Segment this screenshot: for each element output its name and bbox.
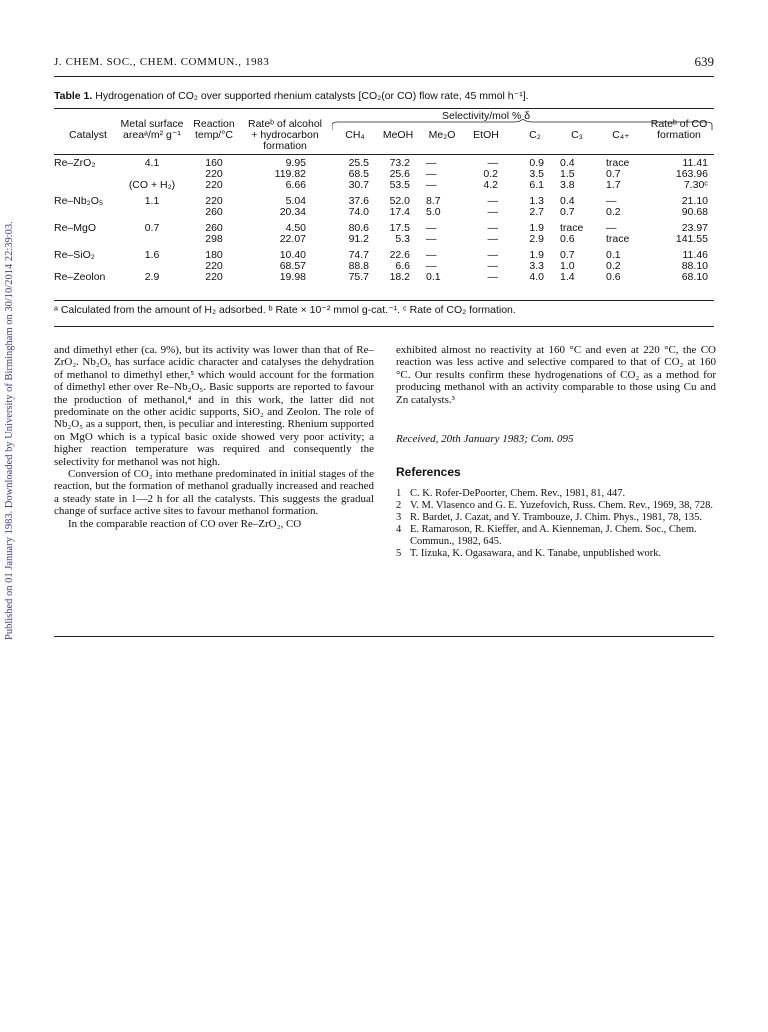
reference-item <box>396 548 716 560</box>
col-header-meoh: MeOH <box>382 129 414 141</box>
table-cell-etoh: — <box>487 222 498 234</box>
table-cell-c3: 1.4 <box>560 271 575 283</box>
table-cell-c2: 1.9 <box>529 222 544 234</box>
col-header-co-1: Rateᵇ of CO <box>650 118 708 130</box>
table-cell-c2: 1.3 <box>529 195 544 207</box>
data-table <box>54 108 714 323</box>
table-cell-temp: 220 <box>205 260 223 272</box>
table-cell-meoh: 18.2 <box>389 271 410 283</box>
table-cell-etoh: — <box>487 249 498 261</box>
table-cell-c4: 0.2 <box>606 260 621 272</box>
reference-number: 3 <box>396 512 402 523</box>
table-cell-me2o: — <box>426 222 437 234</box>
table-cell-etoh: 0.2 <box>483 168 498 180</box>
table-cell-catalyst: Re–Zeolon <box>54 271 106 283</box>
table-cell-c4: 0.6 <box>606 271 621 283</box>
table-cell-ch4: 91.2 <box>348 233 369 245</box>
table-cell-rate: 6.66 <box>285 179 306 191</box>
table-cell-me2o: 0.1 <box>426 271 441 283</box>
download-side-note <box>4 170 18 640</box>
table-cell-rate: 20.34 <box>279 206 306 218</box>
table-cell-co: 141.55 <box>675 233 708 245</box>
table-cell-temp: 220 <box>205 271 223 283</box>
table-cell-me2o: — <box>426 233 437 245</box>
table-cell-etoh: — <box>487 233 498 245</box>
table-cell-c2: 0.9 <box>529 157 544 169</box>
table-cell-c2: 3.5 <box>529 168 544 180</box>
table-caption <box>54 90 714 102</box>
col-header-rate-1: Rateᵇ of alcohol <box>247 118 322 130</box>
table-cell-rate: 4.50 <box>285 222 306 234</box>
table-cell-me2o: — <box>426 249 437 261</box>
table-cell-c2: 3.3 <box>529 260 544 272</box>
table-cell-meoh: 6.6 <box>395 260 410 272</box>
table-cell-rate: 10.40 <box>279 249 306 261</box>
table-cell-ch4: 74.0 <box>348 206 369 218</box>
table-cell-c3: trace <box>560 222 584 234</box>
reference-text: V. M. Vlasenco and G. E. Yuzefovich, Russ. Chem. Rev., 1969, 38, 728. <box>410 500 714 511</box>
table-cell-c3: 0.6 <box>560 233 575 245</box>
table-cell-co: 11.41 <box>682 157 708 169</box>
table-cell-meoh: 17.5 <box>389 222 410 234</box>
reference-number: 4 <box>396 524 402 535</box>
table-cell-c4: trace <box>606 157 630 169</box>
table-cell-co: 68.10 <box>681 271 708 283</box>
selectivity-header: Selectivity/mol % δ <box>442 110 531 122</box>
table-cell-me2o: 8.7 <box>426 195 441 207</box>
table-cell-c4: trace <box>606 233 630 245</box>
table-cell-me2o: — <box>426 168 437 180</box>
table-cell-c4: 0.1 <box>606 249 621 261</box>
table-cell-area: (CO + H₂) <box>128 179 176 191</box>
table-cell-area: 0.7 <box>144 222 160 234</box>
col-header-c4: C₄₊ <box>612 129 630 141</box>
journal-citation: J. CHEM. SOC., CHEM. COMMUN., 1983 <box>54 56 270 68</box>
table-cell-c3: 0.7 <box>560 249 575 261</box>
table-cell-c2: 2.9 <box>529 233 544 245</box>
col-header-catalyst: Catalyst <box>69 129 107 141</box>
page-header <box>54 54 714 74</box>
table-cell-temp: 180 <box>205 249 223 261</box>
table-cell-me2o: — <box>426 260 437 272</box>
table-cell-ch4: 75.7 <box>348 271 369 283</box>
reference-text: E. Ramaroson, R. Kieffer, and A. Kienneman, J. Chem. Soc., Chem. Commun., 1982, 645. <box>410 524 697 547</box>
left-paragraph-1: and dimethyl ether (ca. 9%), but its activity was lower than that of Re–ZrO₂. Nb₂O₅ has surface acidic character and catalyses the dehydration of methanol to dimethyl ether,⁵ which would account for the formation of dimethyl ether over Re–Nb₂O₅. Basic supports are reported to favour the production of methanol,⁴ and in this work, the latter did not predominate on the other acidic supports, SiO₂ and Zeolon. The role of Nb₂O₅ as a support, then, is peculiar and interesting. Rhenium supported on MgO which is a typical basic oxide showed very poor activity; a higher reaction temperature was required and consequently the selectivity for methanol was not high. <box>54 344 374 468</box>
table-cell-etoh: — <box>487 157 498 169</box>
references-list <box>396 488 716 560</box>
table-cell-rate: 68.57 <box>279 260 306 272</box>
left-paragraph-2: Conversion of CO₂ into methane predominated in initial stages of the reaction, but the formation of methanol gradually increased and reached a steady state in 1—2 h for all the catalysts. This suggests the gradual change of surface active sites to favour methanol formation. <box>54 468 374 518</box>
side-note-text: Published on 01 January 1983. Downloaded by University of Birmingham on 30/10/2014 22:39:03. <box>4 221 15 640</box>
table-header-rule <box>54 154 714 155</box>
col-header-temp-1: Reaction <box>193 118 235 130</box>
reference-item <box>396 512 716 524</box>
references-title: References <box>396 465 461 479</box>
table-caption-text: Hydrogenation of CO₂ over supported rhenium catalysts [CO₂(or CO) flow rate, 45 mmol h⁻¹]. <box>95 90 529 102</box>
received-date: Received, 20th January 1983; Com. 095 <box>396 433 574 445</box>
table-cell-ch4: 74.7 <box>348 249 369 261</box>
table-cell-rate: 22.07 <box>279 233 306 245</box>
col-header-area-1: Metal surface <box>120 118 184 130</box>
table-cell-co: 21.10 <box>681 195 708 207</box>
table-cell-temp: 220 <box>205 179 223 191</box>
bottom-rule <box>54 636 714 637</box>
table-cell-c3: 0.4 <box>560 195 575 207</box>
table-cell-etoh: — <box>487 206 498 218</box>
table-cell-area: 1.6 <box>144 249 160 261</box>
left-column <box>54 344 374 530</box>
table-cell-temp: 220 <box>205 195 223 207</box>
table-cell-co: 11.46 <box>682 249 708 261</box>
table-cell-c3: 0.7 <box>560 206 575 218</box>
table-cell-c4: — <box>606 222 617 234</box>
table-cell-rate: 5.04 <box>285 195 306 207</box>
table-cell-ch4: 30.7 <box>348 179 369 191</box>
table-cell-c4: 0.7 <box>606 168 621 180</box>
table-cell-meoh: 17.4 <box>389 206 410 218</box>
table-cell-area: 4.1 <box>144 157 160 169</box>
left-paragraph-3: In the comparable reaction of CO over Re–ZrO₂, CO <box>68 517 302 530</box>
reference-item <box>396 500 716 512</box>
table-cell-area: 1.1 <box>144 195 160 207</box>
table-cell-c2: 4.0 <box>529 271 544 283</box>
table-cell-me2o: — <box>426 179 437 191</box>
table-cell-etoh: — <box>487 195 498 207</box>
col-header-area-2: areaᵃ/m² g⁻¹ <box>123 129 181 141</box>
col-header-temp-2: temp/°C <box>194 129 234 141</box>
table-cell-c2: 1.9 <box>529 249 544 261</box>
table-cell-meoh: 5.3 <box>395 233 410 245</box>
table-cell-ch4: 80.6 <box>348 222 369 234</box>
table-cell-c4: 1.7 <box>606 179 621 191</box>
table-cell-catalyst: Re–Nb₂O₅ <box>54 195 104 207</box>
table-cell-c3: 0.4 <box>560 157 575 169</box>
table-cell-c3: 1.0 <box>560 260 575 272</box>
table-cell-meoh: 53.5 <box>389 179 410 191</box>
table-cell-catalyst: Re–MgO <box>54 222 97 234</box>
table-cell-c2: 6.1 <box>529 179 544 191</box>
col-header-ch4: CH₄ <box>345 129 365 141</box>
reference-text: T. Iizuka, K. Ogasawara, and K. Tanabe, unpublished work. <box>410 548 662 559</box>
table-cell-rate: 9.95 <box>285 157 306 169</box>
table-cell-temp: 298 <box>205 233 223 245</box>
table-cell-ch4: 37.6 <box>348 195 369 207</box>
col-header-co-2: formation <box>657 129 701 141</box>
reference-number: 1 <box>396 488 402 499</box>
col-header-c3: C₃ <box>571 129 583 141</box>
col-header-rate-3: formation <box>263 140 307 152</box>
table-cell-me2o: — <box>426 157 437 169</box>
table-cell-me2o: 5.0 <box>426 206 441 218</box>
right-column <box>396 344 716 406</box>
table-cell-temp: 260 <box>205 222 223 234</box>
table-cell-rate: 19.98 <box>279 271 306 283</box>
reference-text: C. K. Rofer-DePoorter, Chem. Rev., 1981, 81, 447. <box>410 488 626 499</box>
table-cell-temp: 220 <box>205 168 223 180</box>
table-end-rule <box>54 326 714 327</box>
table-cell-catalyst: Re–SiO₂ <box>54 249 95 261</box>
col-header-etoh: EtOH <box>473 129 499 141</box>
col-header-rate-2: + hydrocarbon <box>251 129 319 141</box>
table-label: Table 1. <box>54 90 93 102</box>
table-cell-c4: — <box>606 195 617 207</box>
reference-text: R. Bardet, J. Cazat, and Y. Trambouze, J. Chim. Phys., 1981, 78, 135. <box>410 512 702 523</box>
col-header-me2o: Me₂O <box>428 129 456 141</box>
reference-number: 5 <box>396 548 402 559</box>
table-cell-temp: 160 <box>205 157 223 169</box>
table-cell-etoh: 4.2 <box>483 179 498 191</box>
header-rule <box>54 76 714 77</box>
table-bottom-rule <box>54 300 714 301</box>
table-cell-co: 23.97 <box>681 222 708 234</box>
table-cell-co: 163.96 <box>675 168 708 180</box>
table-cell-meoh: 52.0 <box>389 195 410 207</box>
table-cell-co: 7.30ᶜ <box>683 179 708 191</box>
table-cell-etoh: — <box>487 260 498 272</box>
table-cell-meoh: 73.2 <box>389 157 410 169</box>
page-number: 639 <box>694 54 714 69</box>
table-cell-ch4: 25.5 <box>348 157 369 169</box>
table-cell-temp: 260 <box>205 206 223 218</box>
table-cell-area: 2.9 <box>144 271 160 283</box>
right-paragraph-1: exhibited almost no reactivity at 160 °C and even at 220 °C, the CO reaction was less active and selective compared to that of CO₂ at 160 °C. Our results confirm these hydrogenations of CO₂ as a method for producing methanol with an activity comparable to those using Cu and Zn catalysts.³ <box>396 344 716 406</box>
table-cell-rate: 119.82 <box>274 168 306 180</box>
reference-item <box>396 524 716 548</box>
table-cell-c3: 1.5 <box>560 168 575 180</box>
table-cell-c3: 3.8 <box>560 179 575 191</box>
table-cell-c2: 2.7 <box>529 206 544 218</box>
col-header-c2: C₂ <box>529 129 541 141</box>
table-cell-c4: 0.2 <box>606 206 621 218</box>
table-cell-co: 88.10 <box>681 260 708 272</box>
table-footnote: ᵃ Calculated from the amount of H₂ adsorbed. ᵇ Rate × 10⁻² mmol g-cat.⁻¹. ᶜ Rate of CO₂ formation. <box>54 304 516 316</box>
table-cell-ch4: 88.8 <box>348 260 369 272</box>
table-top-rule <box>54 108 714 109</box>
table-cell-co: 90.68 <box>681 206 708 218</box>
table-cell-etoh: — <box>487 271 498 283</box>
table-cell-meoh: 22.6 <box>389 249 410 261</box>
table-cell-ch4: 68.5 <box>348 168 369 180</box>
table-cell-catalyst: Re–ZrO₂ <box>54 157 96 169</box>
reference-item <box>396 488 716 500</box>
reference-number: 2 <box>396 500 402 511</box>
table-cell-meoh: 25.6 <box>389 168 410 180</box>
